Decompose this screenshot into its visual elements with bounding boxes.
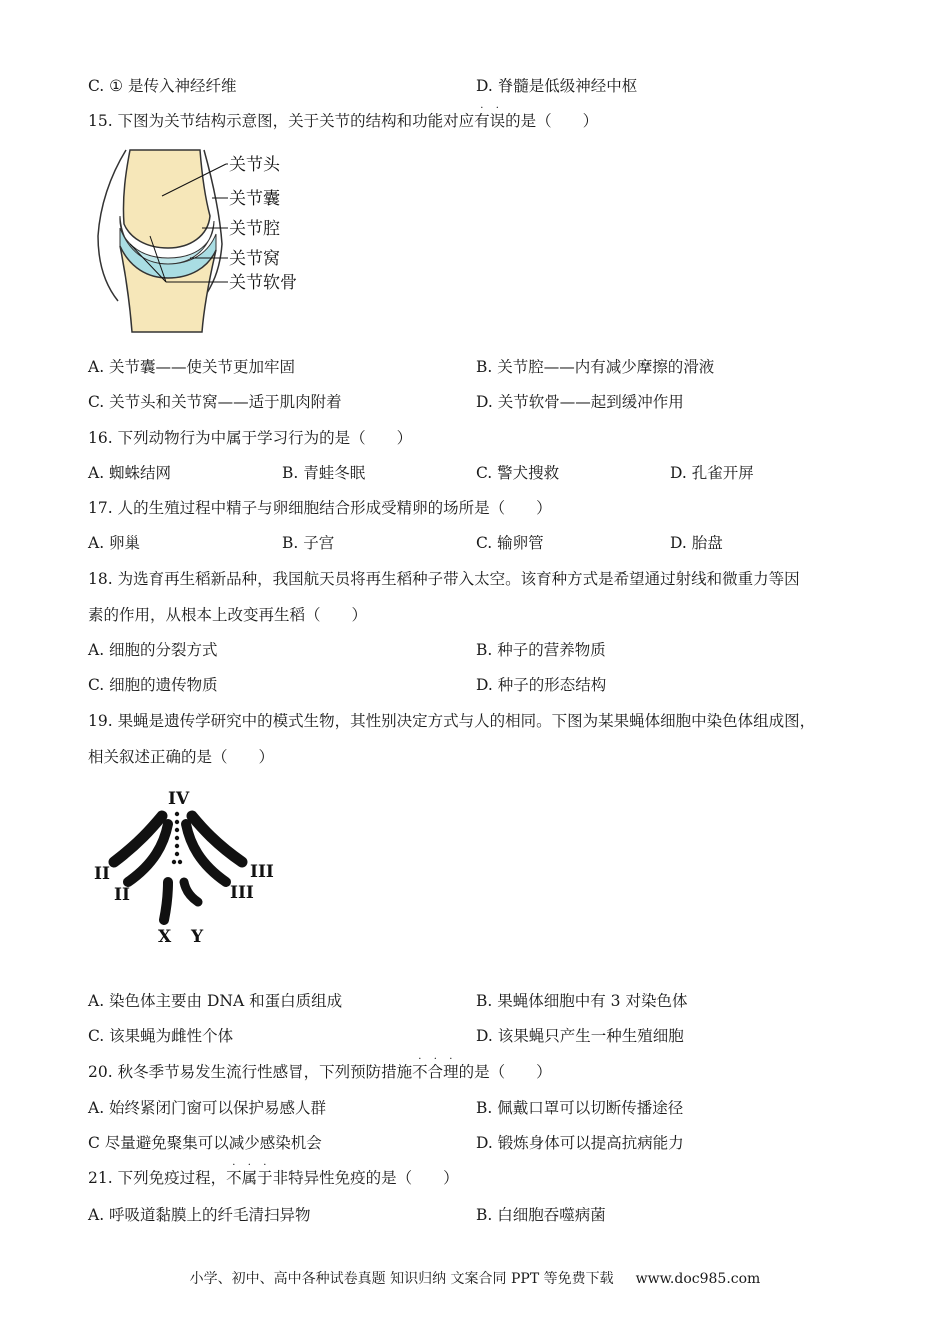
emphasis-char	[427, 1054, 444, 1081]
q15-option-a: A. 关节囊——使关节更加牢固	[88, 358, 296, 376]
q16-stem: 16. 下列动物行为中属于学习行为的是（ ）	[88, 429, 413, 447]
upper-bone	[123, 150, 210, 248]
label-chromosome-x: X	[158, 927, 172, 947]
label-joint-cavity: 关节腔	[229, 219, 280, 239]
emphasis-text: 属	[241, 1169, 258, 1187]
emphasis-text: 不	[226, 1169, 242, 1187]
q17-option-d: D. 胎盘	[670, 534, 723, 552]
emphasis-dot: ·	[449, 1054, 453, 1065]
q18-stem-line2: 素的作用，从根本上改变再生稻（ ）	[88, 606, 368, 624]
label-chromosome-y: Y	[191, 927, 204, 947]
q20-stem	[88, 1054, 552, 1082]
label-chromosome-ii-a: II	[94, 864, 110, 884]
joint-structure-figure	[90, 146, 320, 336]
q18-option-c: C. 细胞的遗传物质	[88, 676, 218, 694]
q18-option-a: A. 细胞的分裂方式	[88, 641, 218, 659]
label-joint-socket: 关节窝	[229, 249, 280, 269]
q21-stem-text: 21. 下列免疫过程，	[88, 1169, 227, 1187]
q17-stem: 17. 人的生殖过程中精子与卵细胞结合形成受精卵的场所是（ ）	[88, 499, 552, 517]
emphasis-text: 于	[257, 1169, 273, 1187]
q15-stem	[88, 103, 599, 131]
q18-option-b: B. 种子的营养物质	[476, 641, 606, 659]
emphasis-char	[489, 103, 506, 130]
emphasis-text: 有	[474, 112, 490, 130]
chromosome-iv-dots	[172, 812, 182, 864]
emphasis-char	[443, 1054, 459, 1081]
emphasis-char	[412, 1054, 428, 1081]
emphasis-dot: ·	[433, 1054, 437, 1065]
q17-option-a: A. 卵巢	[88, 534, 141, 552]
emphasis-char	[226, 1160, 242, 1187]
q20-option-a: A. 始终紧闭门窗可以保护易感人群	[88, 1099, 327, 1117]
emphasis-text: 合	[427, 1063, 444, 1081]
label-chromosome-iv: IV	[168, 789, 190, 809]
emphasis-char	[241, 1160, 258, 1187]
q20-option-c: C 尽量避免聚集可以减少感染机会	[88, 1134, 322, 1152]
chromosome-y	[184, 882, 198, 902]
q20-option-d: D. 锻炼身体可以提高抗病能力	[476, 1134, 684, 1152]
q19-option-b: B. 果蝇体细胞中有 3 对染色体	[476, 992, 688, 1010]
label-chromosome-ii-b: II	[114, 885, 130, 905]
footer-url[interactable]: www.doc985.com	[635, 1271, 761, 1287]
q19-option-c: C. 该果蝇为雌性个体	[88, 1027, 234, 1045]
q16-option-a: A. 蜘蛛结网	[88, 464, 172, 482]
footer-text: 小学、初中、高中各种试卷真题 知识归纳 文案合同 PPT 等免费下载	[189, 1271, 614, 1287]
emphasis-char	[474, 103, 490, 130]
emphasis-text: 误	[489, 112, 506, 130]
q15-option-b: B. 关节腔——内有减少摩擦的滑液	[476, 358, 715, 376]
label-articular-cartilage: 关节软骨	[229, 273, 297, 293]
label-chromosome-iii-b: III	[230, 883, 254, 903]
q21-option-a: A. 呼吸道黏膜上的纤毛清扫异物	[88, 1206, 311, 1224]
chromosome-x	[164, 882, 168, 920]
emphasis-dot: ·	[247, 1160, 251, 1171]
emphasis-text: 不	[412, 1063, 428, 1081]
q14-option-c: C. ① 是传入神经纤维	[88, 77, 237, 95]
fruit-fly-chromosome-figure	[88, 784, 288, 954]
q21-stem-tail: 非特异性免疫的是（ ）	[272, 1169, 459, 1187]
emphasis-text: 理	[443, 1063, 459, 1081]
q16-option-d: D. 孔雀开屏	[670, 464, 754, 482]
label-joint-capsule: 关节囊	[229, 189, 280, 209]
emphasis-char	[257, 1160, 273, 1187]
label-joint-head: 关节头	[229, 155, 280, 175]
q20-stem-text: 20. 秋冬季节易发生流行性感冒，下列预防措施	[88, 1063, 413, 1081]
q15-stem-text: 15. 下图为关节结构示意图，关于关节的结构和功能对应	[88, 112, 475, 130]
emphasis-dot: ·	[418, 1054, 422, 1065]
q20-stem-tail: 的是（ ）	[458, 1063, 552, 1081]
q16-option-b: B. 青蛙冬眠	[282, 464, 366, 482]
emphasis-dot: ·	[495, 103, 499, 114]
q21-option-b: B. 白细胞吞噬病菌	[476, 1206, 606, 1224]
q14-option-d: D. 脊髓是低级神经中枢	[476, 77, 638, 95]
q21-stem	[88, 1160, 459, 1188]
q15-stem-tail: 的是（ ）	[505, 112, 599, 130]
q19-option-d: D. 该果蝇只产生一种生殖细胞	[476, 1027, 684, 1045]
q15-option-d: D. 关节软骨——起到缓冲作用	[476, 393, 684, 411]
q18-stem-line1: 18. 为选育再生稻新品种，我国航天员将再生稻种子带入太空。该育种方式是希望通过射线和微重力等因	[88, 570, 800, 588]
emphasis-dot: ·	[263, 1160, 267, 1171]
q17-option-b: B. 子宫	[282, 534, 335, 552]
q18-option-d: D. 种子的形态结构	[476, 676, 607, 694]
emphasis-dot: ·	[480, 103, 484, 114]
q17-option-c: C. 输卵管	[476, 534, 544, 552]
emphasis-dot: ·	[232, 1160, 236, 1171]
q16-option-c: C. 警犬搜救	[476, 464, 560, 482]
page-footer	[0, 1268, 950, 1288]
q19-stem-line1: 19. 果蝇是遗传学研究中的模式生物，其性别决定方式与人的相同。下图为某果蝇体细胞中染色体组成图，	[88, 712, 816, 730]
capsule-left	[98, 150, 126, 301]
q19-stem-line2: 相关叙述正确的是（ ）	[88, 748, 275, 766]
q15-option-c: C. 关节头和关节窝——适于肌肉附着	[88, 393, 342, 411]
label-chromosome-iii-a: III	[250, 862, 274, 882]
q20-option-b: B. 佩戴口罩可以切断传播途径	[476, 1099, 684, 1117]
q19-option-a: A. 染色体主要由 DNA 和蛋白质组成	[88, 992, 343, 1010]
